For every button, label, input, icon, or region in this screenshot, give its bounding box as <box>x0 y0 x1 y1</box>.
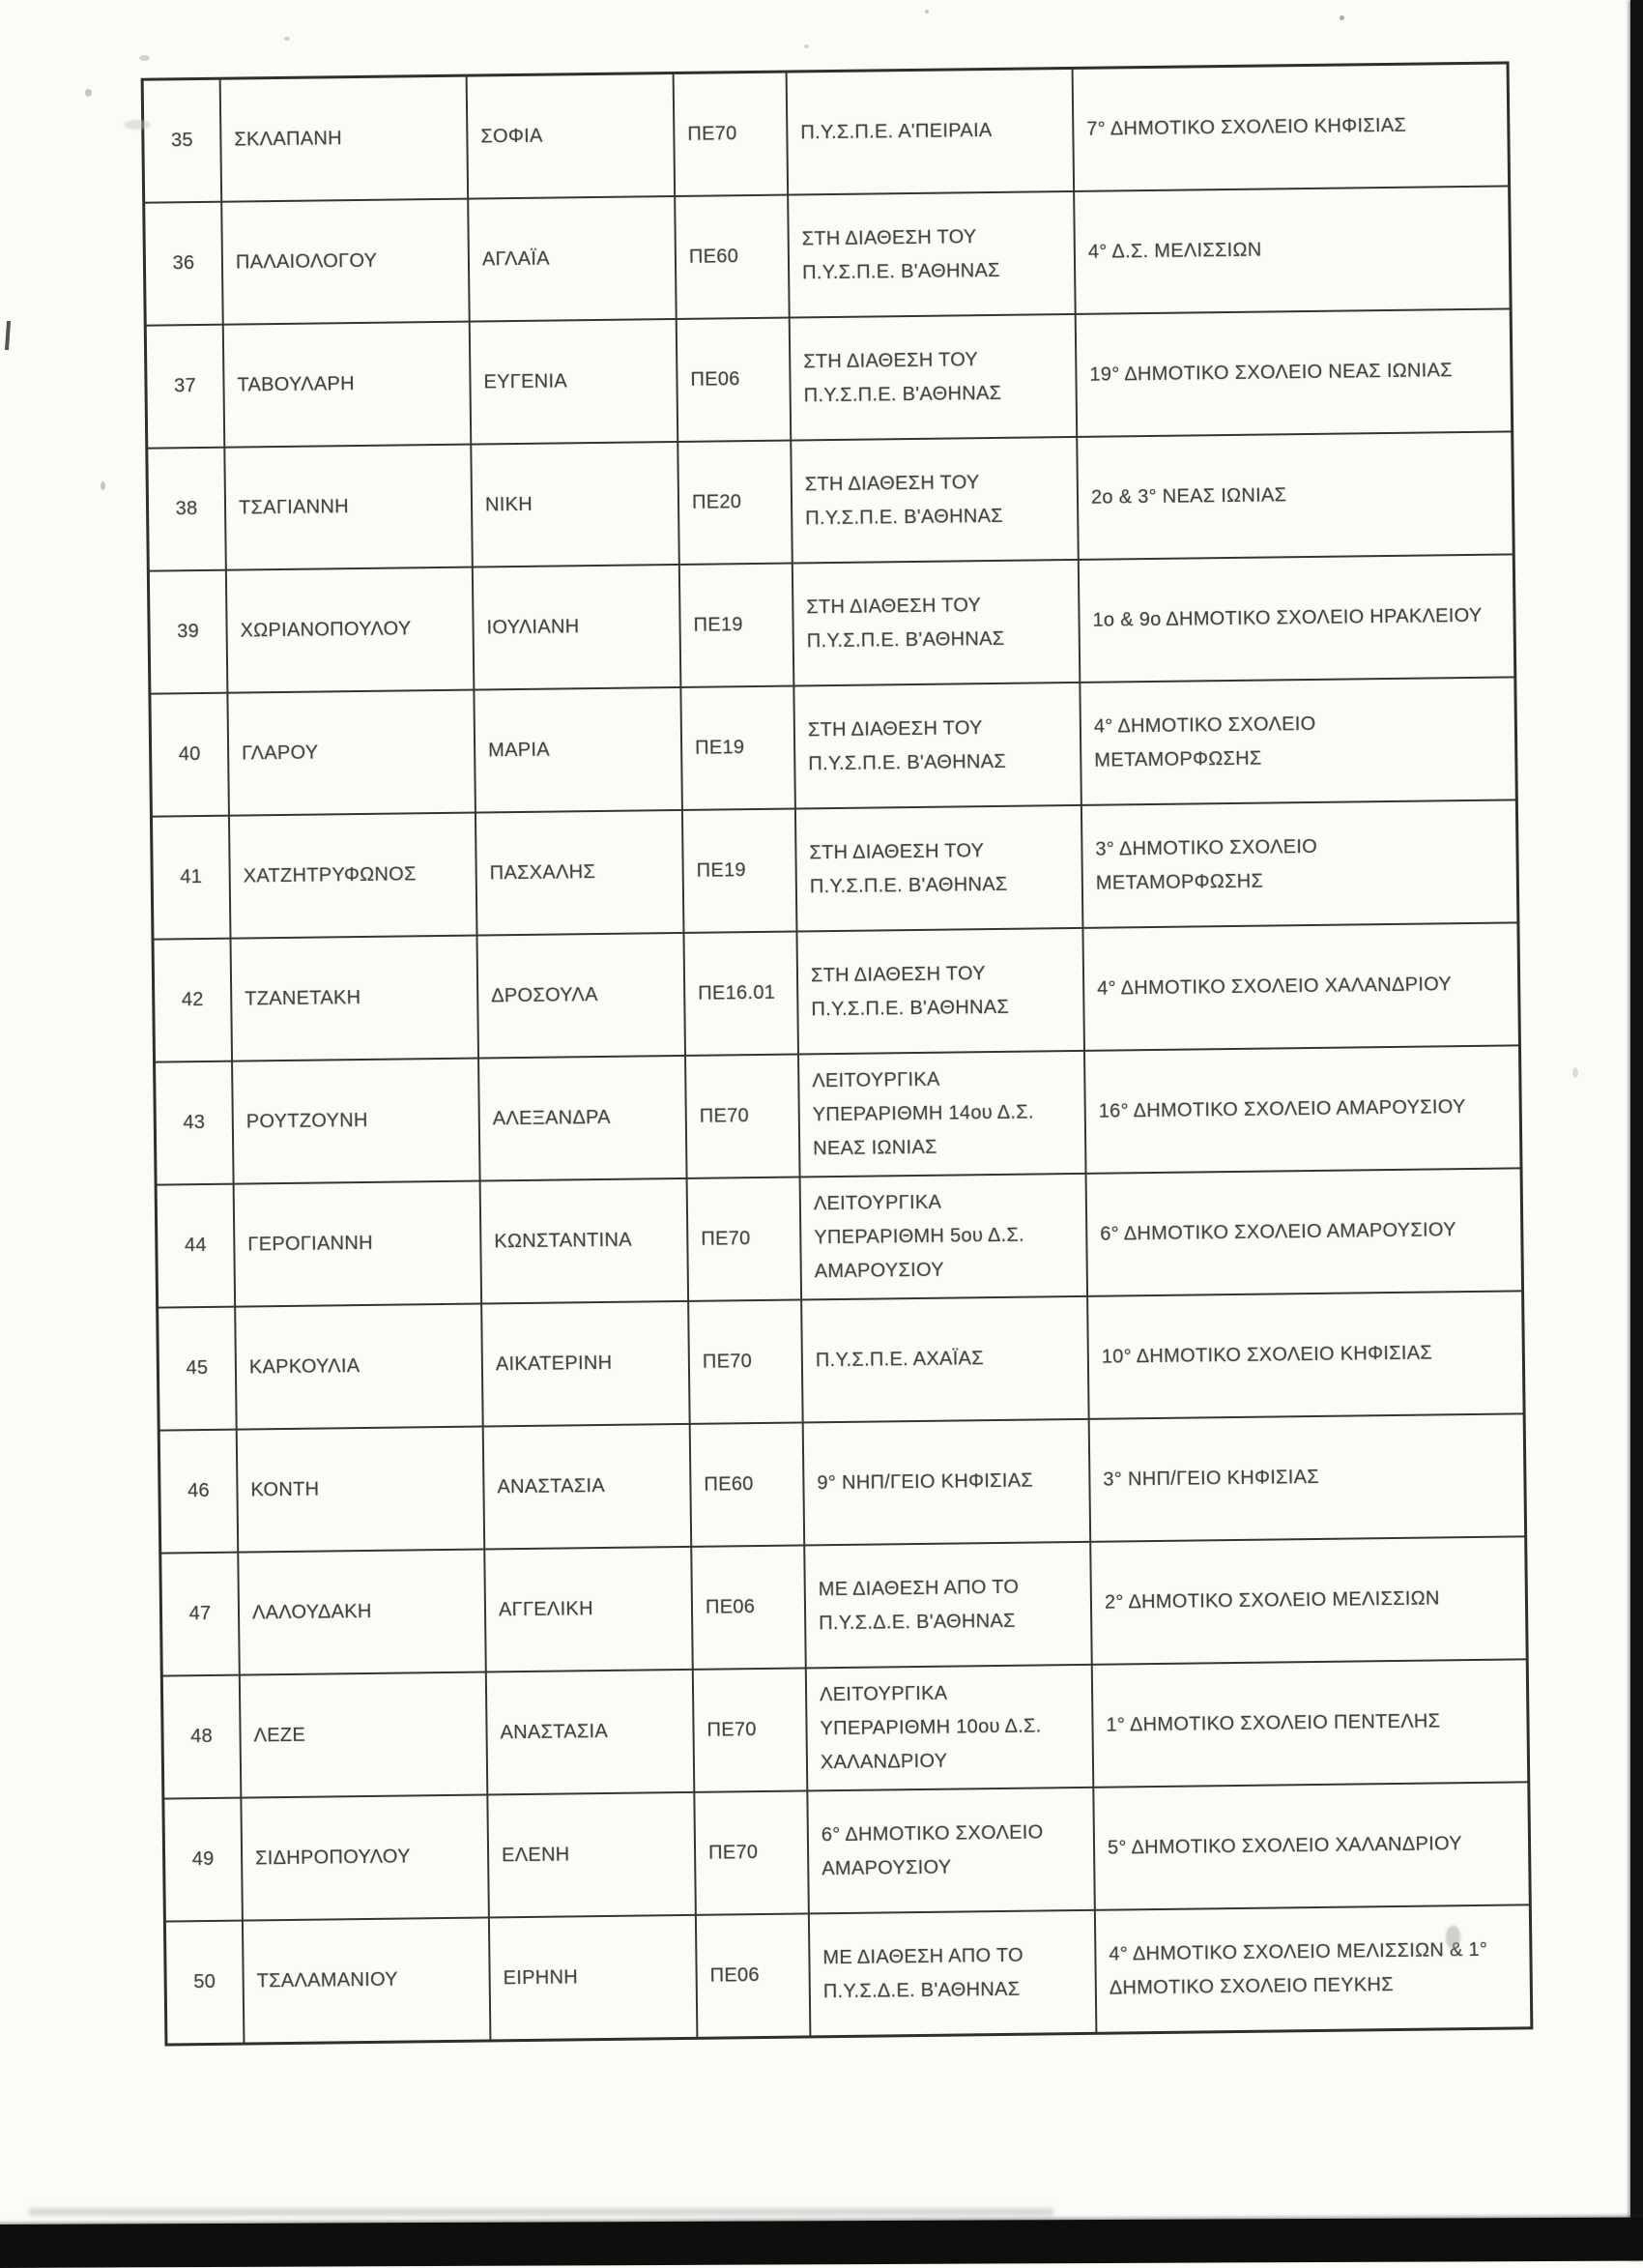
cell-placement-school: 4° ΔΗΜΟΤΙΚΟ ΣΧΟΛΕΙΟ ΜΕΤΑΜΟΡΦΩΣΗΣ <box>1093 712 1316 771</box>
cell-serial-number: 40 <box>151 694 230 816</box>
scan-speck <box>925 10 929 14</box>
table-row <box>145 187 1509 326</box>
cell-last-name: ΤΑΒΟΥΛΑΡΗ <box>224 323 473 447</box>
cell-specialty-code: ΠΕ19 <box>683 809 798 931</box>
cell-last-name: ΧΩΡΙΑΝΟΠΟΥΛΟΥ <box>227 568 476 692</box>
cell-last-name: ΤΣΑΛΑΜΑΝΙΟΥ <box>244 1918 492 2042</box>
cell-current-assignment: Π.Υ.Σ.Π.Ε. ΑΧΑΪΑΣ <box>802 1297 1090 1422</box>
cell-first-name: ΑΙΚΑΤΕΡΙΝΗ <box>482 1302 691 1426</box>
cell-last-name: ΣΙΔΗΡΟΠΟΥΛΟΥ <box>242 1795 490 1919</box>
cell-placement-school: 7° ΔΗΜΟΤΙΚΟ ΣΧΟΛΕΙΟ ΚΗΦΙΣΙΑΣ <box>1086 114 1407 140</box>
cell-placement-school: 4° ΔΗΜΟΤΙΚΟ ΣΧΟΛΕΙΟ ΧΑΛΑΝΔΡΙΟΥ <box>1097 974 1453 1000</box>
cell-first-name: ΣΟΦΙΑ <box>468 74 677 198</box>
table-row <box>155 923 1518 1062</box>
teacher-assignments-table <box>141 61 1534 2046</box>
scan-speck <box>284 37 290 41</box>
cell-specialty-code: ΠΕ19 <box>680 565 795 686</box>
cell-current-assignment: ΣΤΗ ΔΙΑΘΕΣΗ ΤΟΥ Π.Υ.Σ.Π.Ε. Β'ΑΘΗΝΑΣ <box>791 315 1079 440</box>
cell-first-name: ΑΓΛΑΪΑ <box>469 197 677 321</box>
scan-speck <box>804 44 809 48</box>
cell-last-name: ΤΖΑΝΕΤΑΚΗ <box>232 937 480 1061</box>
cell-specialty-code: ΠΕ70 <box>686 1055 801 1177</box>
cell-serial-number: 43 <box>156 1062 235 1184</box>
cell-placement-school: 1° ΔΗΜΟΤΙΚΟ ΣΧΟΛΕΙΟ ΠΕΝΤΕΛΗΣ <box>1106 1710 1441 1736</box>
cell-specialty-code: ΠΕ19 <box>681 687 796 809</box>
cell-placement-school: 2° ΔΗΜΟΤΙΚΟ ΣΧΟΛΕΙΟ ΜΕΛΙΣΣΙΩΝ <box>1104 1587 1440 1614</box>
cell-first-name: ΚΩΝΣΤΑΝΤΙΝΑ <box>481 1179 690 1303</box>
cell-serial-number: 36 <box>145 203 224 325</box>
scan-speck <box>5 321 11 350</box>
table-row <box>166 1905 1530 2043</box>
cell-specialty-code: ΠΕ20 <box>678 442 793 564</box>
cell-specialty-code: ΠΕ70 <box>694 1669 809 1790</box>
cell-serial-number: 35 <box>144 80 223 202</box>
cell-last-name: ΡΟΥΤΖΟΥΝΗ <box>233 1060 481 1183</box>
cell-first-name: ΝΙΚΗ <box>472 443 680 567</box>
scan-smear <box>29 2208 1053 2216</box>
cell-first-name: ΜΑΡΙΑ <box>475 688 683 812</box>
table-row <box>163 1660 1527 1799</box>
table-row <box>159 1292 1522 1431</box>
cell-first-name: ΑΝΑΣΤΑΣΙΑ <box>487 1671 696 1794</box>
cell-last-name: ΤΣΑΓΙΑΝΝΗ <box>225 446 474 569</box>
cell-last-name: ΧΑΤΖΗΤΡΥΦΩΝΟΣ <box>230 814 478 938</box>
cell-current-assignment: 6° ΔΗΜΟΤΙΚΟ ΣΧΟΛΕΙΟ ΑΜΑΡΟΥΣΙΟΥ <box>808 1788 1096 1913</box>
cell-current-assignment: ΛΕΙΤΟΥΡΓΙΚΑ ΥΠΕΡΑΡΙΘΜΗ 5ου Δ.Σ. ΑΜΑΡΟΥΣΙΟΥ <box>801 1175 1089 1299</box>
cell-current-assignment: 9° ΝΗΠ/ΓΕΙΟ ΚΗΦΙΣΙΑΣ <box>804 1420 1092 1545</box>
cell-current-assignment: ΣΤΗ ΔΙΑΘΕΣΗ ΤΟΥ Π.Υ.Σ.Π.Ε. Β'ΑΘΗΝΑΣ <box>796 806 1084 931</box>
cell-current-assignment: ΛΕΙΤΟΥΡΓΙΚΑ ΥΠΕΡΑΡΙΘΜΗ 14ου Δ.Σ. ΝΕΑΣ ΙΩΝΙΑΣ <box>799 1052 1087 1177</box>
cell-placement-school: 1ο & 9ο ΔΗΜΟΤΙΚΟ ΣΧΟΛΕΙΟ ΗΡΑΚΛΕΙΟΥ <box>1092 604 1483 631</box>
cell-serial-number: 50 <box>166 1922 245 2044</box>
table-row <box>158 1169 1521 1308</box>
cell-first-name: ΕΛΕΝΗ <box>488 1793 697 1917</box>
cell-specialty-code: ΠΕ70 <box>688 1178 803 1299</box>
scan-speck <box>1340 15 1344 20</box>
cell-serial-number: 37 <box>147 326 226 448</box>
cell-first-name: ΑΛΕΞΑΝΔΡΑ <box>479 1057 688 1180</box>
scan-edge-right-band <box>1630 0 1643 2260</box>
cell-specialty-code: ΠΕ06 <box>697 1914 812 2036</box>
cell-specialty-code: ΠΕ70 <box>695 1791 810 1913</box>
table-row <box>147 309 1511 449</box>
table-row <box>161 1537 1525 1676</box>
scan-speck <box>85 89 92 97</box>
cell-serial-number: 41 <box>153 817 232 939</box>
cell-serial-number: 47 <box>161 1554 241 1675</box>
cell-placement-school: 2ο & 3° ΝΕΑΣ ΙΩΝΙΑΣ <box>1090 484 1287 509</box>
cell-placement-school: 3° ΔΗΜΟΤΙΚΟ ΣΧΟΛΕΙΟ ΜΕΤΑΜΟΡΦΩΣΗΣ <box>1095 835 1318 894</box>
cell-specialty-code: ΠΕ60 <box>691 1423 806 1545</box>
cell-serial-number: 39 <box>150 571 229 693</box>
cell-first-name: ΑΓΓΕΛΙΚΗ <box>485 1548 694 1672</box>
cell-placement-school: 16° ΔΗΜΟΤΙΚΟ ΣΧΟΛΕΙΟ ΑΜΑΡΟΥΣΙΟΥ <box>1098 1096 1466 1122</box>
cell-specialty-code: ΠΕ70 <box>689 1300 804 1422</box>
cell-placement-school: 3° ΝΗΠ/ΓΕΙΟ ΚΗΦΙΣΙΑΣ <box>1103 1466 1320 1491</box>
cell-placement-school: 4° Δ.Σ. ΜΕΛΙΣΣΙΩΝ <box>1087 239 1262 263</box>
cell-first-name: ΙΟΥΛΙΑΝΗ <box>474 566 682 689</box>
cell-last-name: ΛΑΛΟΥΔΑΚΗ <box>239 1550 487 1673</box>
cell-last-name: ΚΟΝΤΗ <box>238 1427 486 1551</box>
cell-placement-school: 4° ΔΗΜΟΤΙΚΟ ΣΧΟΛΕΙΟ ΜΕΛΙΣΣΙΩΝ & 1° ΔΗΜΟΤΙΚΟ ΣΧΟΛΕΙΟ ΠΕΥΚΗΣ <box>1109 1938 1488 1999</box>
cell-first-name: ΕΥΓΕΝΙΑ <box>471 320 679 444</box>
table-row <box>156 1046 1519 1185</box>
scan-edge-bottom-band <box>0 2218 1643 2268</box>
cell-serial-number: 42 <box>155 940 234 1061</box>
cell-serial-number: 38 <box>148 449 227 570</box>
cell-current-assignment: ΣΤΗ ΔΙΑΘΕΣΗ ΤΟΥ Π.Υ.Σ.Π.Ε. Β'ΑΘΗΝΑΣ <box>793 561 1081 685</box>
cell-last-name: ΛΕΖΕ <box>241 1672 489 1796</box>
cell-specialty-code: ΠΕ06 <box>692 1546 807 1668</box>
scan-speck <box>1572 1067 1578 1078</box>
table-row <box>153 800 1516 940</box>
cell-current-assignment: ΣΤΗ ΔΙΑΘΕΣΗ ΤΟΥ Π.Υ.Σ.Π.Ε. Β'ΑΘΗΝΑΣ <box>794 683 1082 808</box>
cell-placement-school: 19° ΔΗΜΟΤΙΚΟ ΣΧΟΛΕΙΟ ΝΕΑΣ ΙΩΝΙΑΣ <box>1089 360 1453 386</box>
cell-current-assignment: ΣΤΗ ΔΙΑΘΕΣΗ ΤΟΥ Π.Υ.Σ.Π.Ε. Β'ΑΘΗΝΑΣ <box>789 192 1077 317</box>
cell-last-name: ΓΛΑΡΟΥ <box>228 691 476 815</box>
scan-speck <box>101 481 105 490</box>
table-row <box>148 432 1512 571</box>
cell-current-assignment: ΣΤΗ ΔΙΑΘΕΣΗ ΤΟΥ Π.Υ.Σ.Π.Ε. Β'ΑΘΗΝΑΣ <box>797 929 1085 1054</box>
cell-first-name: ΑΝΑΣΤΑΣΙΑ <box>484 1425 693 1549</box>
cell-serial-number: 46 <box>160 1431 240 1553</box>
cell-specialty-code: ΠΕ70 <box>675 73 790 195</box>
cell-first-name: ΔΡΟΣΟΥΛΑ <box>477 934 686 1058</box>
scan-speck <box>139 55 150 61</box>
cell-current-assignment: ΜΕ ΔΙΑΘΕΣΗ ΑΠΟ ΤΟ Π.Υ.Σ.Δ.Ε. Β'ΑΘΗΝΑΣ <box>810 1911 1098 2036</box>
table-row <box>164 1783 1528 1922</box>
cell-placement-school: 6° ΔΗΜΟΤΙΚΟ ΣΧΟΛΕΙΟ ΑΜΑΡΟΥΣΙΟΥ <box>1100 1219 1456 1245</box>
cell-last-name: ΣΚΛΑΠΑΝΗ <box>221 77 470 201</box>
table-row <box>160 1414 1524 1554</box>
cell-specialty-code: ΠΕ06 <box>677 319 793 441</box>
cell-last-name: ΠΑΛΑΙΟΛΟΓΟΥ <box>222 200 471 324</box>
cell-specialty-code: ΠΕ60 <box>676 196 791 318</box>
cell-serial-number: 49 <box>164 1799 244 1921</box>
cell-current-assignment: ΛΕΙΤΟΥΡΓΙΚΑ ΥΠΕΡΑΡΙΘΜΗ 10ου Δ.Σ. ΧΑΛΑΝΔΡΙΟΥ <box>807 1666 1095 1790</box>
cell-first-name: ΠΑΣΧΑΛΗΣ <box>476 811 685 935</box>
cell-current-assignment: ΜΕ ΔΙΑΘΕΣΗ ΑΠΟ ΤΟ Π.Υ.Σ.Δ.Ε. Β'ΑΘΗΝΑΣ <box>805 1543 1093 1668</box>
cell-serial-number: 44 <box>158 1185 237 1307</box>
cell-last-name: ΚΑΡΚΟΥΛΙΑ <box>236 1305 484 1429</box>
table-row <box>151 678 1514 817</box>
cell-last-name: ΓΕΡΟΓΙΑΝΝΗ <box>235 1182 483 1306</box>
cell-current-assignment: ΣΤΗ ΔΙΑΘΕΣΗ ΤΟΥ Π.Υ.Σ.Π.Ε. Β'ΑΘΗΝΑΣ <box>792 438 1080 563</box>
cell-first-name: ΕΙΡΗΝΗ <box>490 1916 699 2040</box>
cell-serial-number: 48 <box>163 1676 243 1798</box>
cell-current-assignment: Π.Υ.Σ.Π.Ε. Α'ΠΕΙΡΑΙΑ <box>788 70 1076 194</box>
table-row <box>150 555 1513 694</box>
cell-placement-school: 10° ΔΗΜΟΤΙΚΟ ΣΧΟΛΕΙΟ ΚΗΦΙΣΙΑΣ <box>1101 1342 1433 1368</box>
table-row <box>144 64 1508 203</box>
cell-serial-number: 45 <box>159 1308 238 1430</box>
cell-specialty-code: ΠΕ16.01 <box>684 932 799 1054</box>
cell-placement-school: 5° ΔΗΜΟΤΙΚΟ ΣΧΟΛΕΙΟ ΧΑΛΑΝΔΡΙΟΥ <box>1107 1833 1462 1859</box>
